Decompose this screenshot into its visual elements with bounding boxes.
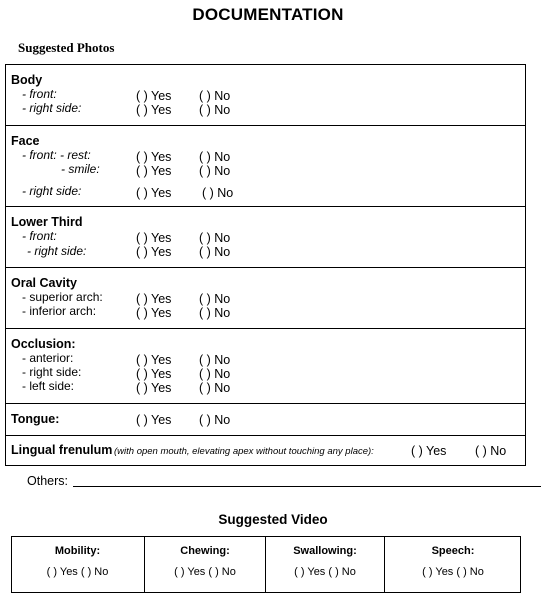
no-checkbox[interactable]: ( ) No: [475, 444, 507, 458]
item-label: - right side:: [22, 365, 82, 379]
item-label: - right side:: [22, 184, 82, 198]
yes-checkbox[interactable]: ( ) Yes: [136, 292, 172, 306]
document-title: DOCUMENTATION: [192, 5, 344, 24]
yes-checkbox[interactable]: ( ) Yes: [136, 306, 172, 320]
others-input-line[interactable]: [73, 486, 541, 487]
item-label: - inferior arch:: [22, 304, 97, 318]
divider: [5, 328, 526, 329]
no-checkbox[interactable]: ( ) No: [199, 164, 231, 178]
yes-checkbox[interactable]: ( ) Yes: [411, 444, 447, 458]
divider: [5, 435, 526, 436]
others-label: Others:: [27, 474, 68, 488]
no-checkbox[interactable]: ( ) No: [199, 89, 231, 103]
yes-checkbox[interactable]: ( ) Yes: [136, 353, 172, 367]
section-title-face: Face: [11, 134, 40, 148]
video-options-swallowing[interactable]: ( ) Yes ( ) No: [294, 566, 356, 578]
no-checkbox[interactable]: ( ) No: [202, 186, 234, 200]
video-options-speech[interactable]: ( ) Yes ( ) No: [422, 566, 484, 578]
video-options-chewing[interactable]: ( ) Yes ( ) No: [174, 566, 236, 578]
item-label: - right side:: [22, 101, 82, 115]
item-label: - smile:: [61, 162, 100, 176]
no-checkbox[interactable]: ( ) No: [199, 231, 231, 245]
no-checkbox[interactable]: ( ) No: [199, 150, 231, 164]
video-label-mobility: Mobility:: [54, 545, 101, 557]
item-label: - superior arch:: [22, 290, 103, 304]
divider: [5, 206, 526, 207]
no-checkbox[interactable]: ( ) No: [199, 367, 231, 381]
item-label: - front:: [22, 87, 57, 101]
no-checkbox[interactable]: ( ) No: [199, 413, 231, 427]
yes-checkbox[interactable]: ( ) Yes: [136, 413, 172, 427]
section-title-lingual-frenulum: Lingual frenulum: [11, 443, 113, 457]
item-label: - front: - rest:: [22, 148, 91, 162]
video-label-speech: Speech:: [431, 545, 475, 557]
yes-checkbox[interactable]: ( ) Yes: [136, 186, 172, 200]
yes-checkbox[interactable]: ( ) Yes: [136, 245, 172, 259]
yes-checkbox[interactable]: ( ) Yes: [136, 381, 172, 395]
suggested-video-heading: Suggested Video: [218, 512, 328, 527]
yes-checkbox[interactable]: ( ) Yes: [136, 164, 172, 178]
item-label: - right side:: [27, 244, 87, 258]
no-checkbox[interactable]: ( ) No: [199, 103, 231, 117]
section-title-lower-third: Lower Third: [11, 215, 83, 229]
yes-checkbox[interactable]: ( ) Yes: [136, 89, 172, 103]
no-checkbox[interactable]: ( ) No: [199, 306, 231, 320]
yes-checkbox[interactable]: ( ) Yes: [136, 231, 172, 245]
video-options-mobility[interactable]: ( ) Yes ( ) No: [46, 566, 109, 578]
item-label: - left side:: [22, 379, 75, 393]
divider: [5, 267, 526, 268]
divider: [5, 125, 526, 126]
no-checkbox[interactable]: ( ) No: [199, 292, 231, 306]
no-checkbox[interactable]: ( ) No: [199, 381, 231, 395]
section-title-body: Body: [11, 73, 43, 87]
no-checkbox[interactable]: ( ) No: [199, 245, 231, 259]
item-label: - front:: [22, 229, 57, 243]
yes-checkbox[interactable]: ( ) Yes: [136, 150, 172, 164]
divider: [5, 403, 526, 404]
section-title-tongue: Tongue:: [11, 412, 60, 426]
yes-checkbox[interactable]: ( ) Yes: [136, 367, 172, 381]
lingual-frenulum-note: (with open mouth, elevating apex without touching any place):: [114, 446, 374, 457]
item-label: - anterior:: [22, 351, 74, 365]
section-title-oral-cavity: Oral Cavity: [11, 276, 78, 290]
section-title-occlusion: Occlusion:: [11, 337, 76, 351]
yes-checkbox[interactable]: ( ) Yes: [136, 103, 172, 117]
no-checkbox[interactable]: ( ) No: [199, 353, 231, 367]
video-label-swallowing: Swallowing:: [293, 545, 357, 557]
video-label-chewing: Chewing:: [180, 545, 230, 557]
suggested-photos-heading: Suggested Photos: [18, 40, 115, 55]
